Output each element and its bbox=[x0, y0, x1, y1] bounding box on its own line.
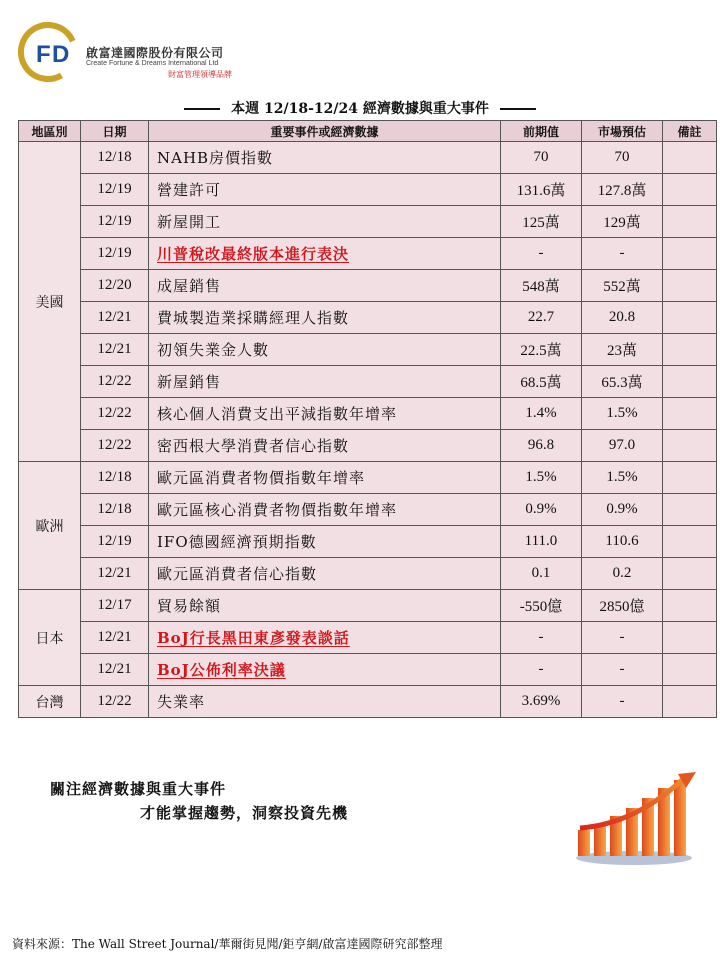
company-name-zh: 啟富達國際股份有限公司 bbox=[86, 46, 224, 60]
table-row bbox=[19, 238, 717, 270]
table-row bbox=[19, 366, 717, 398]
date-cell: 12/17 bbox=[81, 590, 149, 622]
svg-text:D: D bbox=[52, 41, 70, 68]
previous-value-cell: 125萬 bbox=[501, 206, 582, 238]
forecast-value-cell: 1.5% bbox=[582, 398, 663, 430]
event-cell: BoJ行長黑田東彥發表談話 bbox=[149, 622, 501, 654]
event-cell: 歐元區核心消費者物價指數年增率 bbox=[149, 494, 501, 526]
date-cell: 12/19 bbox=[81, 174, 149, 206]
forecast-value-cell: 65.3萬 bbox=[582, 366, 663, 398]
forecast-value-cell: 110.6 bbox=[582, 526, 663, 558]
date-cell: 12/19 bbox=[81, 526, 149, 558]
table-row bbox=[19, 334, 717, 366]
previous-value-cell: 3.69% bbox=[501, 686, 582, 718]
date-cell: 12/21 bbox=[81, 654, 149, 686]
forecast-value-cell: 70 bbox=[582, 142, 663, 174]
data-source-note: 資料來源：The Wall Street Journal/華爾街見聞/鉅亨網/啟富達國際研究部整理 bbox=[12, 937, 443, 951]
note-cell bbox=[663, 494, 717, 526]
date-cell: 12/22 bbox=[81, 430, 149, 462]
page-title: 本週 12/18-12/24 經濟數據與重大事件 bbox=[231, 101, 489, 117]
svg-text:F: F bbox=[36, 41, 51, 68]
company-tagline: 財富管理領導品牌 bbox=[168, 70, 232, 79]
note-cell bbox=[663, 334, 717, 366]
header-note: 備註 bbox=[663, 121, 717, 142]
table-row bbox=[19, 270, 717, 302]
forecast-value-cell: - bbox=[582, 654, 663, 686]
previous-value-cell: 1.5% bbox=[501, 462, 582, 494]
table-row bbox=[19, 654, 717, 686]
event-cell: 密西根大學消費者信心指數 bbox=[149, 430, 501, 462]
region-cell: 美國 bbox=[19, 142, 81, 462]
forecast-value-cell: 1.5% bbox=[582, 462, 663, 494]
date-cell: 12/21 bbox=[81, 334, 149, 366]
event-cell: 營建許可 bbox=[149, 174, 501, 206]
table-row bbox=[19, 622, 717, 654]
previous-value-cell: 548萬 bbox=[501, 270, 582, 302]
note-cell bbox=[663, 654, 717, 686]
date-cell: 12/20 bbox=[81, 270, 149, 302]
forecast-value-cell: 97.0 bbox=[582, 430, 663, 462]
date-cell: 12/18 bbox=[81, 142, 149, 174]
table-row bbox=[19, 590, 717, 622]
forecast-value-cell: - bbox=[582, 238, 663, 270]
date-cell: 12/19 bbox=[81, 206, 149, 238]
table-row bbox=[19, 526, 717, 558]
table-row bbox=[19, 558, 717, 590]
date-cell: 12/21 bbox=[81, 558, 149, 590]
previous-value-cell: - bbox=[501, 238, 582, 270]
previous-value-cell: 1.4% bbox=[501, 398, 582, 430]
region-cell: 台灣 bbox=[19, 686, 81, 718]
previous-value-cell: 70 bbox=[501, 142, 582, 174]
note-cell bbox=[663, 142, 717, 174]
note-cell bbox=[663, 238, 717, 270]
forecast-value-cell: - bbox=[582, 686, 663, 718]
event-cell: 新屋開工 bbox=[149, 206, 501, 238]
slogan-line-1: 關注經濟數據與重大事件 bbox=[50, 780, 227, 798]
table-row bbox=[19, 462, 717, 494]
previous-value-cell: 22.5萬 bbox=[501, 334, 582, 366]
table-row bbox=[19, 494, 717, 526]
note-cell bbox=[663, 366, 717, 398]
event-cell: 川普稅改最終版本進行表決 bbox=[149, 238, 501, 270]
page-title-row bbox=[0, 98, 720, 118]
forecast-value-cell: - bbox=[582, 622, 663, 654]
event-cell: 成屋銷售 bbox=[149, 270, 501, 302]
date-cell: 12/22 bbox=[81, 398, 149, 430]
cfd-logo-icon bbox=[18, 22, 78, 82]
company-name-en: Create Fortune & Dreams International Ltd bbox=[86, 60, 219, 67]
event-cell: 初領失業金人數 bbox=[149, 334, 501, 366]
title-rule-left bbox=[184, 108, 220, 110]
previous-value-cell: 131.6萬 bbox=[501, 174, 582, 206]
table-row bbox=[19, 398, 717, 430]
table-row bbox=[19, 430, 717, 462]
forecast-value-cell: 552萬 bbox=[582, 270, 663, 302]
table-body bbox=[19, 142, 717, 718]
slogan-line-2: 才能掌握趨勢，洞察投資先機 bbox=[140, 804, 349, 822]
date-cell: 12/21 bbox=[81, 302, 149, 334]
table-header-row bbox=[19, 121, 717, 142]
previous-value-cell: -550億 bbox=[501, 590, 582, 622]
date-cell: 12/22 bbox=[81, 366, 149, 398]
event-cell: 核心個人消費支出平減指數年增率 bbox=[149, 398, 501, 430]
note-cell bbox=[663, 174, 717, 206]
previous-value-cell: 96.8 bbox=[501, 430, 582, 462]
header-previous: 前期值 bbox=[501, 121, 582, 142]
header-date: 日期 bbox=[81, 121, 149, 142]
table-row bbox=[19, 686, 717, 718]
header-region: 地區別 bbox=[19, 121, 81, 142]
table-row bbox=[19, 174, 717, 206]
region-cell: 歐洲 bbox=[19, 462, 81, 590]
note-cell bbox=[663, 430, 717, 462]
table-row bbox=[19, 142, 717, 174]
events-table bbox=[18, 120, 717, 718]
note-cell bbox=[663, 206, 717, 238]
previous-value-cell: 111.0 bbox=[501, 526, 582, 558]
forecast-value-cell: 23萬 bbox=[582, 334, 663, 366]
previous-value-cell: - bbox=[501, 654, 582, 686]
previous-value-cell: 0.1 bbox=[501, 558, 582, 590]
note-cell bbox=[663, 270, 717, 302]
event-cell: IFO德國經濟預期指數 bbox=[149, 526, 501, 558]
previous-value-cell: 22.7 bbox=[501, 302, 582, 334]
forecast-value-cell: 0.9% bbox=[582, 494, 663, 526]
previous-value-cell: 68.5萬 bbox=[501, 366, 582, 398]
title-rule-right bbox=[500, 108, 536, 110]
forecast-value-cell: 129萬 bbox=[582, 206, 663, 238]
forecast-value-cell: 2850億 bbox=[582, 590, 663, 622]
event-cell: 失業率 bbox=[149, 686, 501, 718]
company-logo bbox=[18, 22, 258, 92]
header-forecast: 市場預估 bbox=[582, 121, 663, 142]
table-row bbox=[19, 206, 717, 238]
rising-bars-icon bbox=[574, 770, 700, 870]
event-cell: 貿易餘額 bbox=[149, 590, 501, 622]
note-cell bbox=[663, 526, 717, 558]
note-cell bbox=[663, 558, 717, 590]
date-cell: 12/19 bbox=[81, 238, 149, 270]
date-cell: 12/18 bbox=[81, 462, 149, 494]
note-cell bbox=[663, 686, 717, 718]
region-cell: 日本 bbox=[19, 590, 81, 686]
event-cell: NAHB房價指數 bbox=[149, 142, 501, 174]
event-cell: 歐元區消費者物價指數年增率 bbox=[149, 462, 501, 494]
previous-value-cell: - bbox=[501, 622, 582, 654]
date-cell: 12/21 bbox=[81, 622, 149, 654]
date-cell: 12/22 bbox=[81, 686, 149, 718]
event-cell: BoJ公佈利率決議 bbox=[149, 654, 501, 686]
forecast-value-cell: 0.2 bbox=[582, 558, 663, 590]
note-cell bbox=[663, 398, 717, 430]
forecast-value-cell: 20.8 bbox=[582, 302, 663, 334]
note-cell bbox=[663, 462, 717, 494]
event-cell: 歐元區消費者信心指數 bbox=[149, 558, 501, 590]
note-cell bbox=[663, 302, 717, 334]
note-cell bbox=[663, 590, 717, 622]
table-row bbox=[19, 302, 717, 334]
note-cell bbox=[663, 622, 717, 654]
event-cell: 費城製造業採購經理人指數 bbox=[149, 302, 501, 334]
event-cell: 新屋銷售 bbox=[149, 366, 501, 398]
forecast-value-cell: 127.8萬 bbox=[582, 174, 663, 206]
date-cell: 12/18 bbox=[81, 494, 149, 526]
previous-value-cell: 0.9% bbox=[501, 494, 582, 526]
header-event: 重要事件或經濟數據 bbox=[149, 121, 501, 142]
